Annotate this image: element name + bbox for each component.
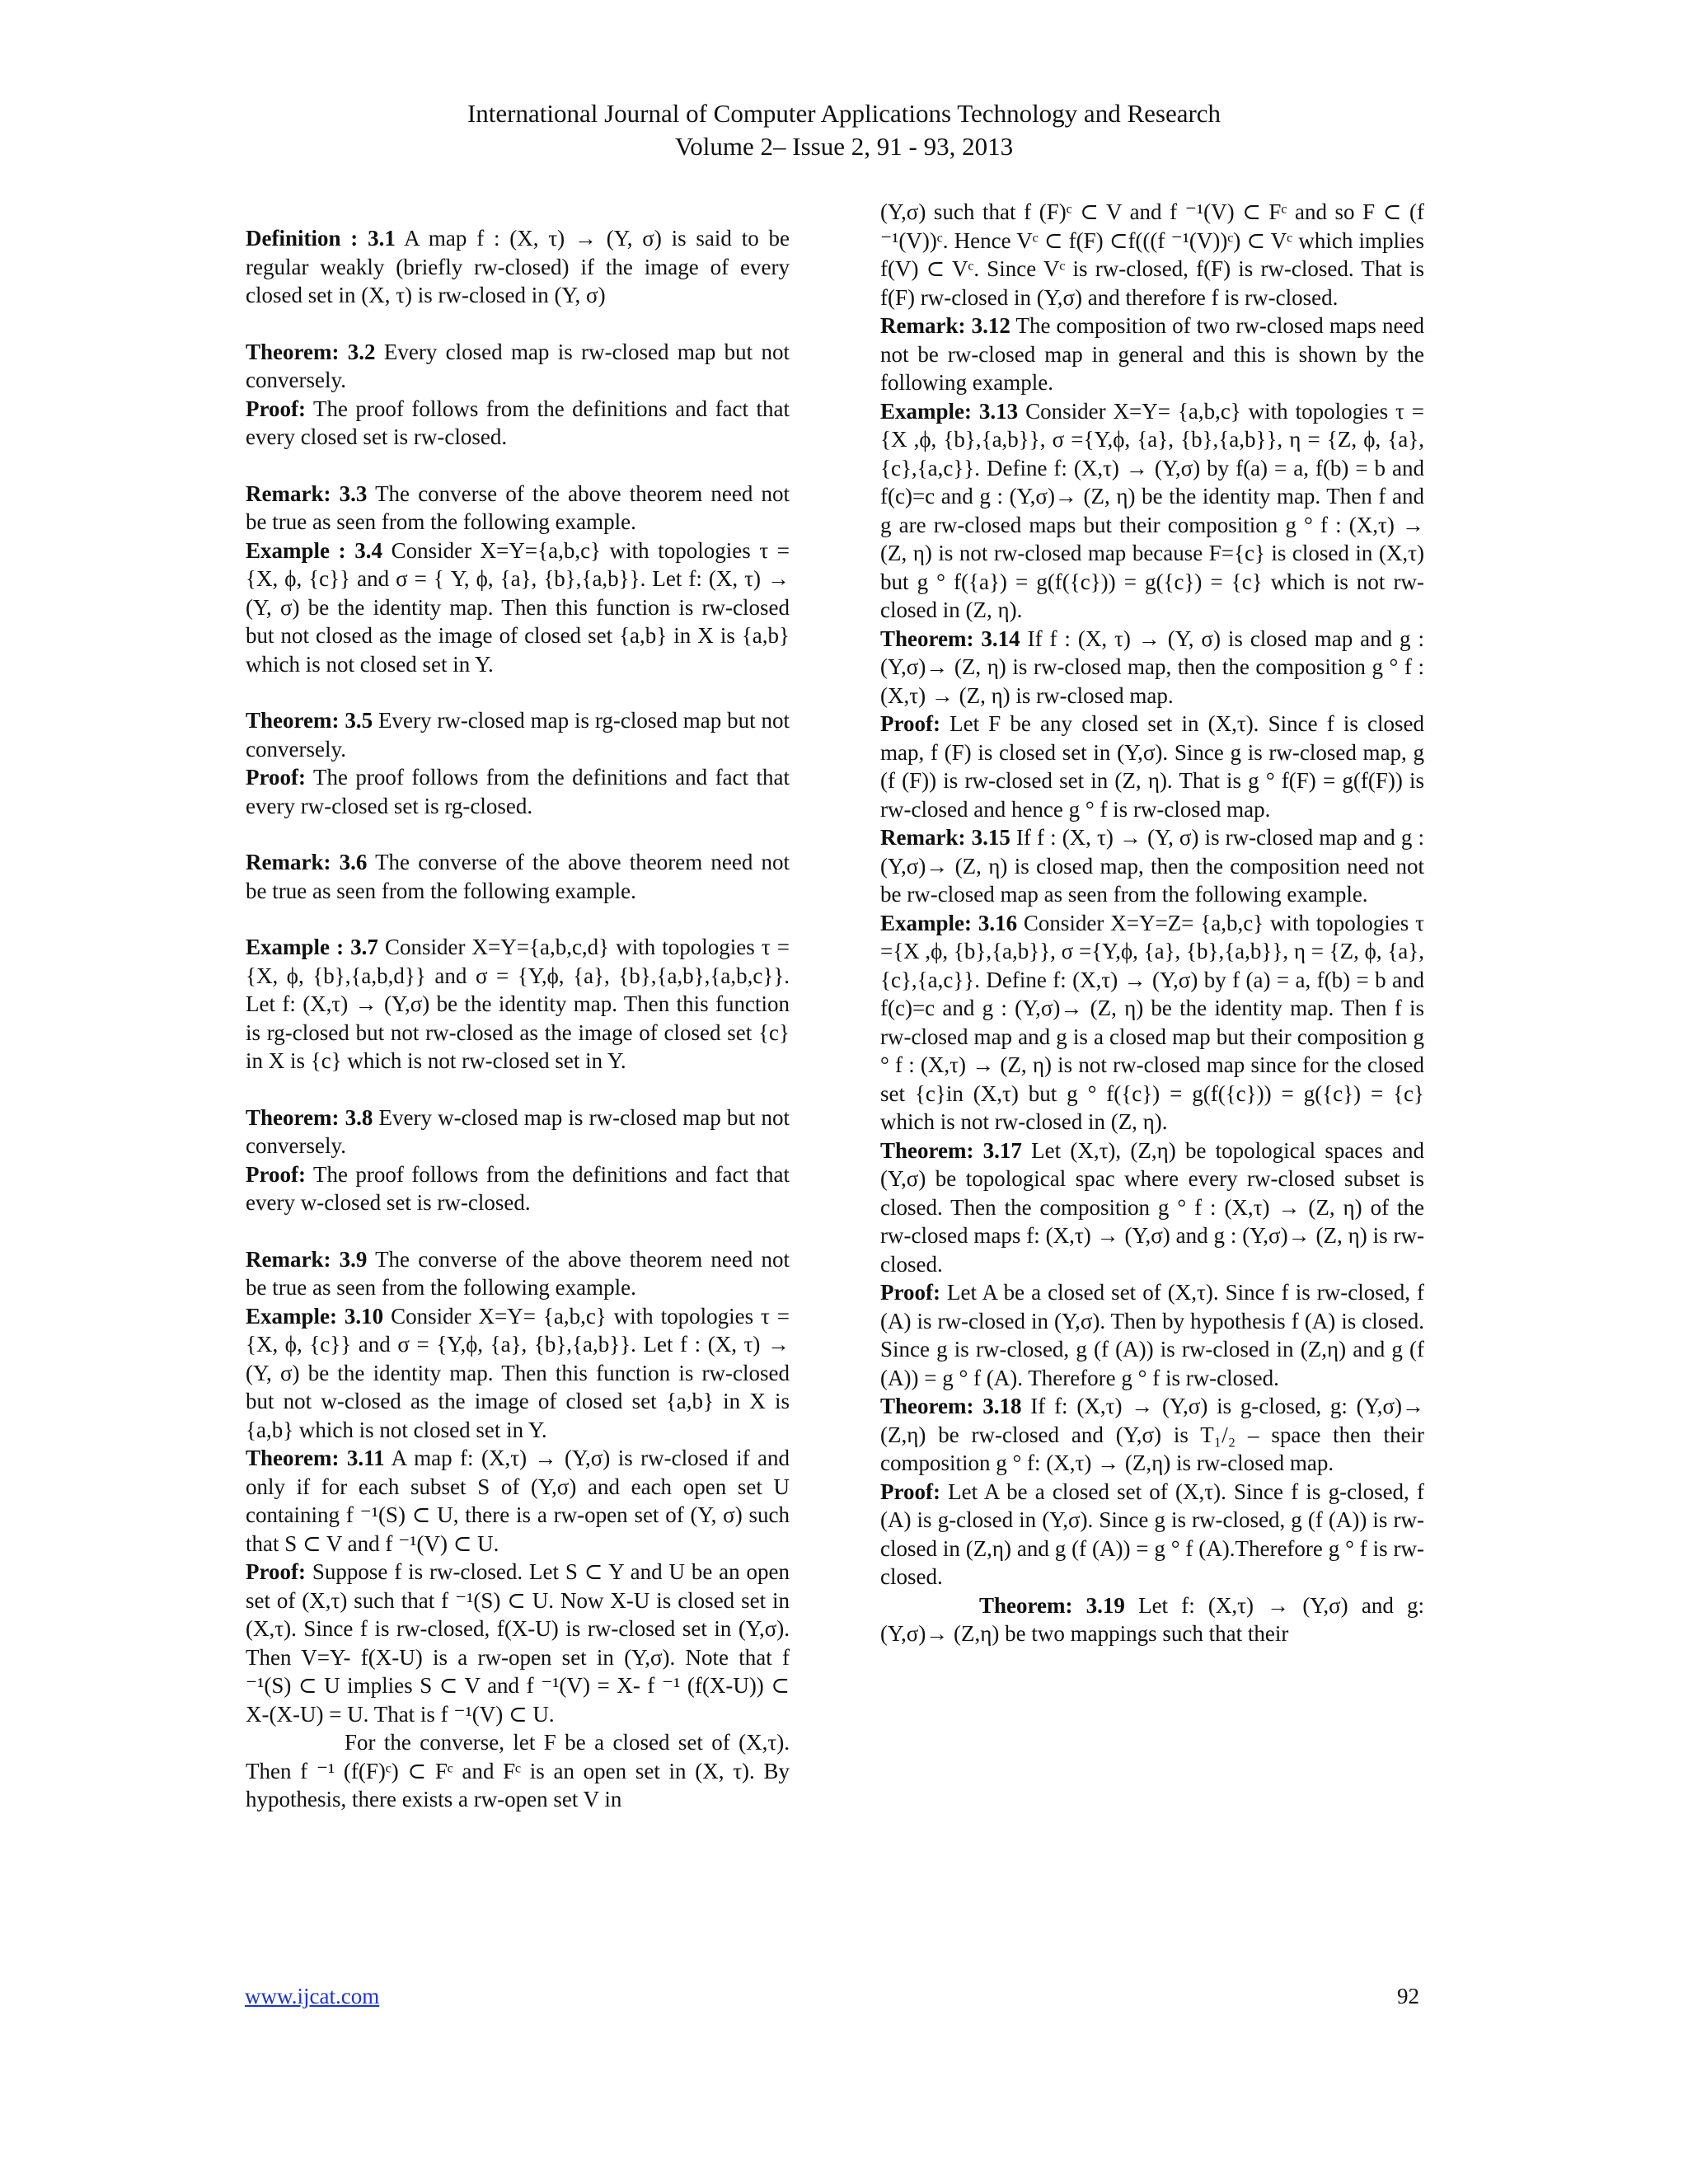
- journal-issue: Volume 2– Issue 2, 91 - 93, 2013: [674, 132, 1014, 161]
- definition-3-1: Definition : 3.1 A map f : (X, τ) → (Y, σ) is said to be regular weakly (briefly rw-closed) if the image of every closed set in (X, τ) is rw-closed in (Y, σ): [246, 226, 790, 307]
- remark-3-12: Remark: 3.12 The composition of two rw-closed maps need not be rw-closed map in general and this is shown by the following example.: [880, 313, 1424, 395]
- proof-3-11: Proof: Suppose f is rw-closed. Let S ⊂ Y and U be an open set of (X,τ) such that f ⁻¹(S) ⊂ U. Now X-U is closed set in (X,τ). Since f is rw-closed, f(X-U) is rw-closed set in (Y,σ). Then V=Y- f(X-U) is a rw-open set in (Y,σ). Note that f ⁻¹(S) ⊂ U implies S ⊂ V and f ⁻¹(V) = X- f ⁻¹ (f(X-U)) ⊂ X-(X-U) = U. That is f ⁻¹(V) ⊂ U.: [246, 1559, 790, 1727]
- journal-header: [0, 97, 1688, 163]
- theorem-3-17: Theorem: 3.17 Let (X,τ), (Z,η) be topological spaces and (Y,σ) be topological spac where every rw-closed subset is closed. Then the composition g ° f : (X,τ) → (Z, η) of the rw-closed maps f: (X,τ) → (Y,σ) and g : (Y,σ)→ (Z, η) is rw-closed.: [880, 1137, 1424, 1277]
- proof-3-14: Proof: Let F be any closed set in (X,τ). Since f is closed map, f (F) is closed set in (Y,σ). Since g is rw-closed map, g (f (F)) is rw-closed set in (Z, η). That is g ° f(F) = g(f(F)) is rw-closed and hence g ° f is rw-closed map.: [880, 711, 1424, 822]
- theorem-3-18: Theorem: 3.18 If f: (X,τ) → (Y,σ) is g-closed, g: (Y,σ)→ (Z,η) be rw-closed and (Y,σ) is T₁/₂ – space then their composition g ° f: (X,τ) → (Z,η) is rw-closed map.: [880, 1394, 1424, 1475]
- theorem-3-8: Theorem: 3.8 Every w-closed map is rw-closed map but not conversely.: [246, 1104, 790, 1158]
- remark-3-15: Remark: 3.15 If f : (X, τ) → (Y, σ) is rw-closed map and g : (Y,σ)→ (Z, η) is closed map, then the composition need not be rw-closed map as seen from the following example.: [880, 825, 1424, 907]
- journal-website-link[interactable]: www.ijcat.com: [245, 1984, 380, 2008]
- example-3-16: Example: 3.16 Consider X=Y=Z= {a,b,c} with topologies τ ={X ,ϕ, {b},{a,b}}, σ ={Y,ϕ, {a}, {b},{a,b}}, η = {Z, ϕ, {a}, {c},{a,c}}. Define f: (X,τ) → (Y,σ) by f (a) = a, f(b) = b and f(c)=c and g : (Y,σ)→ (Z, η) be the identity map. Then f is rw-closed map and g is a closed map but their composition g ° f : (X,τ) → (Z, η) is not rw-closed map since for the closed set {c}in (X,τ) but g ° f({c}) = g(f({c})) = g({c}) = {c} which is not rw-closed in (Z, η).: [880, 910, 1424, 1134]
- right-column: [880, 198, 1424, 1648]
- proof-3-17: Proof: Let A be a closed set of (X,τ). Since f is rw-closed, f (A) is rw-closed in (Y,σ). Then by hypothesis f (A) is closed. Since g is rw-closed, g (f (A)) is rw-closed in (Z,η) and g (f (A)) = g ° f (A). Therefore g ° f is rw-closed.: [880, 1280, 1424, 1390]
- example-3-10: Example: 3.10 Consider X=Y= {a,b,c} with topologies τ = {X, ϕ, {c}} and σ = {Y,ϕ, {a}, {b},{a,b}}. Let f : (X, τ) → (Y, σ) be the identity map. Then this function is rw-closed but not w-closed as the image of closed set {a,b} in X is {a,b} which is not closed set in Y.: [246, 1303, 790, 1442]
- page-number: 92: [1397, 1984, 1419, 2008]
- theorem-3-11: Theorem: 3.11 A map f: (X,τ) → (Y,σ) is rw-closed if and only if for each subset S of (Y,σ) and each open set U containing f ⁻¹(S) ⊂ U, there is a rw-open set of (Y, σ) such that S ⊂ V and f ⁻¹(V) ⊂ U.: [246, 1446, 790, 1556]
- example-3-4: Example : 3.4 Consider X=Y={a,b,c} with topologies τ = {X, ϕ, {c}} and σ = { Y, ϕ, {a}, {b},{a,b}}. Let f: (X, τ) → (Y, σ) be the identity map. Then this function is rw-closed but not closed as the image of closed set {a,b} in X is {a,b} which is not closed set in Y.: [246, 537, 790, 677]
- proof-3-11-continued: (Y,σ) such that f (F)ᶜ ⊂ V and f ⁻¹(V) ⊂ Fᶜ and so F ⊂ (f ⁻¹(V))ᶜ. Hence Vᶜ ⊂ f(F) ⊂f(((f ⁻¹(V))ᶜ) ⊂ Vᶜ which implies f(V) ⊂ Vᶜ. Since Vᶜ is rw-closed, f(F) is rw-closed. That is f(F) rw-closed in (Y,σ) and therefore f is rw-closed.: [880, 199, 1424, 310]
- proof-3-8: Proof: The proof follows from the definitions and fact that every w-closed set is rw-closed.: [246, 1161, 790, 1215]
- theorem-3-5: Theorem: 3.5 Every rw-closed map is rg-closed map but not conversely.: [246, 708, 790, 762]
- proof-3-11-converse: For the converse, let F be a closed set of (X,τ). Then f ⁻¹ (f(F)ᶜ) ⊂ Fᶜ and Fᶜ is an open set in (X, τ). By hypothesis, there exists a rw-open set V in: [246, 1730, 790, 1811]
- remark-3-9: Remark: 3.9 The converse of the above theorem need not be true as seen from the following example.: [246, 1246, 790, 1300]
- remark-3-3: Remark: 3.3 The converse of the above theorem need not be true as seen from the following example.: [246, 480, 790, 534]
- theorem-3-2: Theorem: 3.2 Every closed map is rw-closed map but not conversely.: [246, 339, 790, 392]
- theorem-3-19: Theorem: 3.19 Let f: (X,τ) → (Y,σ) and g: (Y,σ)→ (Z,η) be two mappings such that their: [880, 1592, 1424, 1646]
- proof-3-18: Proof: Let A be a closed set of (X,τ). Since f is g-closed, f (A) is g-closed in (Y,σ). Since g is rw-closed, g (f (A)) is rw-closed in (Z,η) and g (f (A)) = g ° f (A).Therefore g ° f is rw-closed.: [880, 1479, 1424, 1589]
- remark-3-6: Remark: 3.6 The converse of the above theorem need not be true as seen from the following example.: [246, 850, 790, 903]
- example-3-7: Example : 3.7 Consider X=Y={a,b,c,d} with topologies τ = {X, ϕ, {b},{a,b,d}} and σ = {Y,ϕ, {a}, {b},{a,b},{a,b,c}}. Let f: (X,τ) → (Y,σ) be the identity map. Then this function is rg-closed but not rw-closed as the image of closed set {c} in X is {c} which is not rw-closed set in Y.: [246, 935, 790, 1073]
- proof-3-2: Proof: The proof follows from the definitions and fact that every closed set is rw-closed.: [246, 396, 790, 449]
- example-3-13: Example: 3.13 Consider X=Y= {a,b,c} with topologies τ ={X ,ϕ, {b},{a,b}}, σ ={Y,ϕ, {a}, {b},{a,b}}, η = {Z, ϕ, {a}, {c},{a,c}}. Define f: (X,τ) → (Y,σ) by f(a) = a, f(b) = b and f(c)=c and g : (Y,σ)→ (Z, η) be the identity map. Then f and g are rw-closed maps but their composition g ° f : (X,τ) → (Z, η) is not rw-closed map because F={c} is closed in (X,τ) but g ° f({a}) = g(f({c})) = g({c}) = {c} which is not rw-closed in (Z, η).: [880, 398, 1425, 622]
- journal-title: International Journal of Computer Applications Technology and Research: [467, 99, 1221, 128]
- theorem-3-14: Theorem: 3.14 If f : (X, τ) → (Y, σ) is closed map and g : (Y,σ)→ (Z, η) is rw-closed map, then the composition g ° f : (X,τ) → (Z, η) is rw-closed map.: [880, 626, 1424, 708]
- proof-3-5: Proof: The proof follows from the definitions and fact that every rw-closed set is rg-closed.: [246, 765, 790, 818]
- left-column: [246, 224, 790, 1814]
